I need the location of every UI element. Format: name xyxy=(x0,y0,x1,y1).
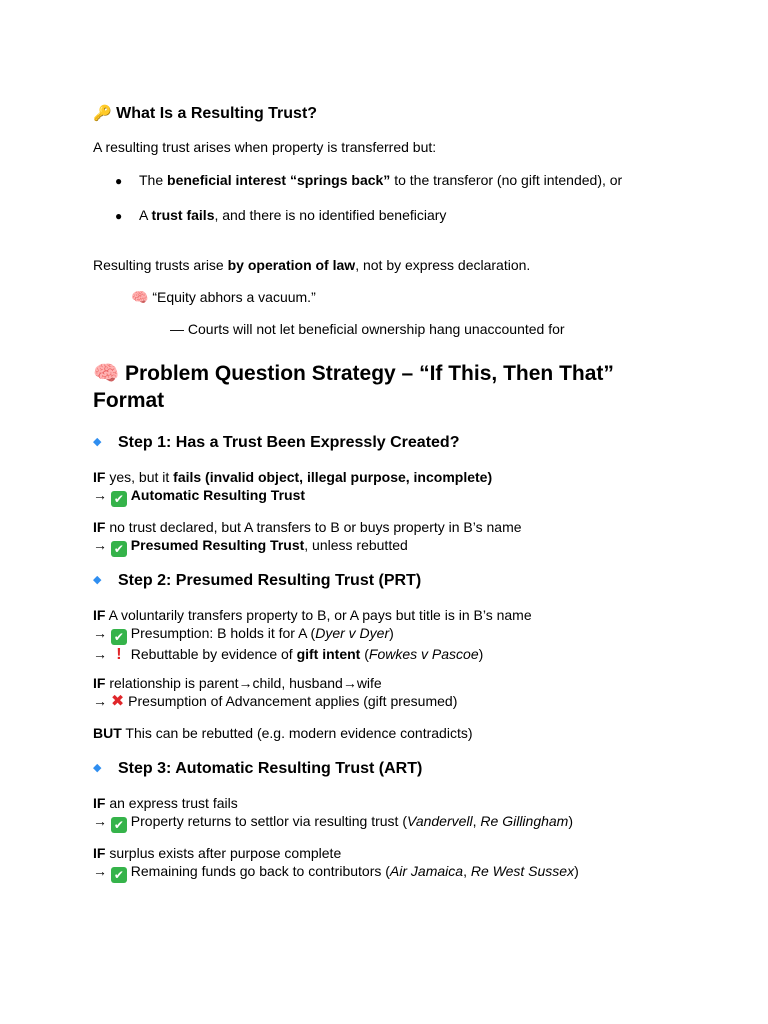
step2-block1: IF A voluntarily transfers property to B, or A pays but title is in B’s name → ✔ Presumption: B holds it for A (Dyer v Dyer) → ! Rebuttable by evidence of gift intent (Fowkes v Pascoe) xyxy=(93,607,532,663)
step3-heading: ◆ Step 3: Automatic Resulting Trust (ART) xyxy=(93,760,423,777)
brain-icon: 🧠 xyxy=(131,290,149,306)
diamond-icon: ◆ xyxy=(93,762,102,774)
list-item: ● The beneficial interest “springs back” to the transferor (no gift intended), or xyxy=(115,172,623,188)
intro-text: A resulting trust arises when property is transferred but: xyxy=(93,139,437,155)
step1-block1: IF yes, but it fails (invalid object, illegal purpose, incomplete) → ✔ Automatic Resulting Trust xyxy=(93,469,493,506)
operation-of-law-text: Resulting trusts arise by operation of law, not by express declaration. xyxy=(93,257,531,273)
check-icon: ✔ xyxy=(111,491,127,507)
section-heading-resulting-trust xyxy=(93,104,317,123)
key-icon: 🔑 xyxy=(93,104,112,122)
step3-block1: IF an express trust fails → ✔ Property returns to settlor via resulting trust (Vandervell, Re Gillingham) xyxy=(93,795,574,832)
list-item: ● A trust fails, and there is no identified beneficiary xyxy=(115,207,447,223)
step2-block2: IF relationship is parent→child, husband→wife → ✖ Presumption of Advancement applies (gift presumed) xyxy=(93,675,458,710)
section-title: What Is a Resulting Trust? xyxy=(116,105,318,122)
brain-icon: 🧠 xyxy=(93,361,120,385)
quote: 🧠 “Equity abhors a vacuum.” xyxy=(131,289,316,306)
diamond-icon: ◆ xyxy=(93,436,102,448)
check-icon: ✔ xyxy=(111,867,127,883)
exclamation-icon: ! xyxy=(116,646,122,663)
step3-block2: IF surplus exists after purpose complete → ✔ Remaining funds go back to contributors (Air Jamaica, Re West Sussex) xyxy=(93,845,579,882)
bullet-icon: ● xyxy=(115,209,123,223)
cross-icon: ✖ xyxy=(110,693,125,710)
diamond-icon: ◆ xyxy=(93,574,102,586)
check-icon: ✔ xyxy=(111,629,127,645)
quote-note: — Courts will not let beneficial ownership hang unaccounted for xyxy=(170,321,565,337)
check-icon: ✔ xyxy=(111,541,127,557)
check-icon: ✔ xyxy=(111,817,127,833)
strategy-heading: 🧠 Problem Question Strategy – “If This, Then That” Format xyxy=(93,361,614,412)
step2-heading: ◆ Step 2: Presumed Resulting Trust (PRT) xyxy=(93,572,422,589)
step2-block3: BUT This can be rebutted (e.g. modern evidence contradicts) xyxy=(93,725,473,741)
step1-block2: IF no trust declared, but A transfers to B or buys property in B’s name → ✔ Presumed Resulting Trust, unless rebutted xyxy=(93,519,522,556)
bullet-icon: ● xyxy=(115,174,123,188)
step1-heading: ◆ Step 1: Has a Trust Been Expressly Created? xyxy=(93,434,460,451)
